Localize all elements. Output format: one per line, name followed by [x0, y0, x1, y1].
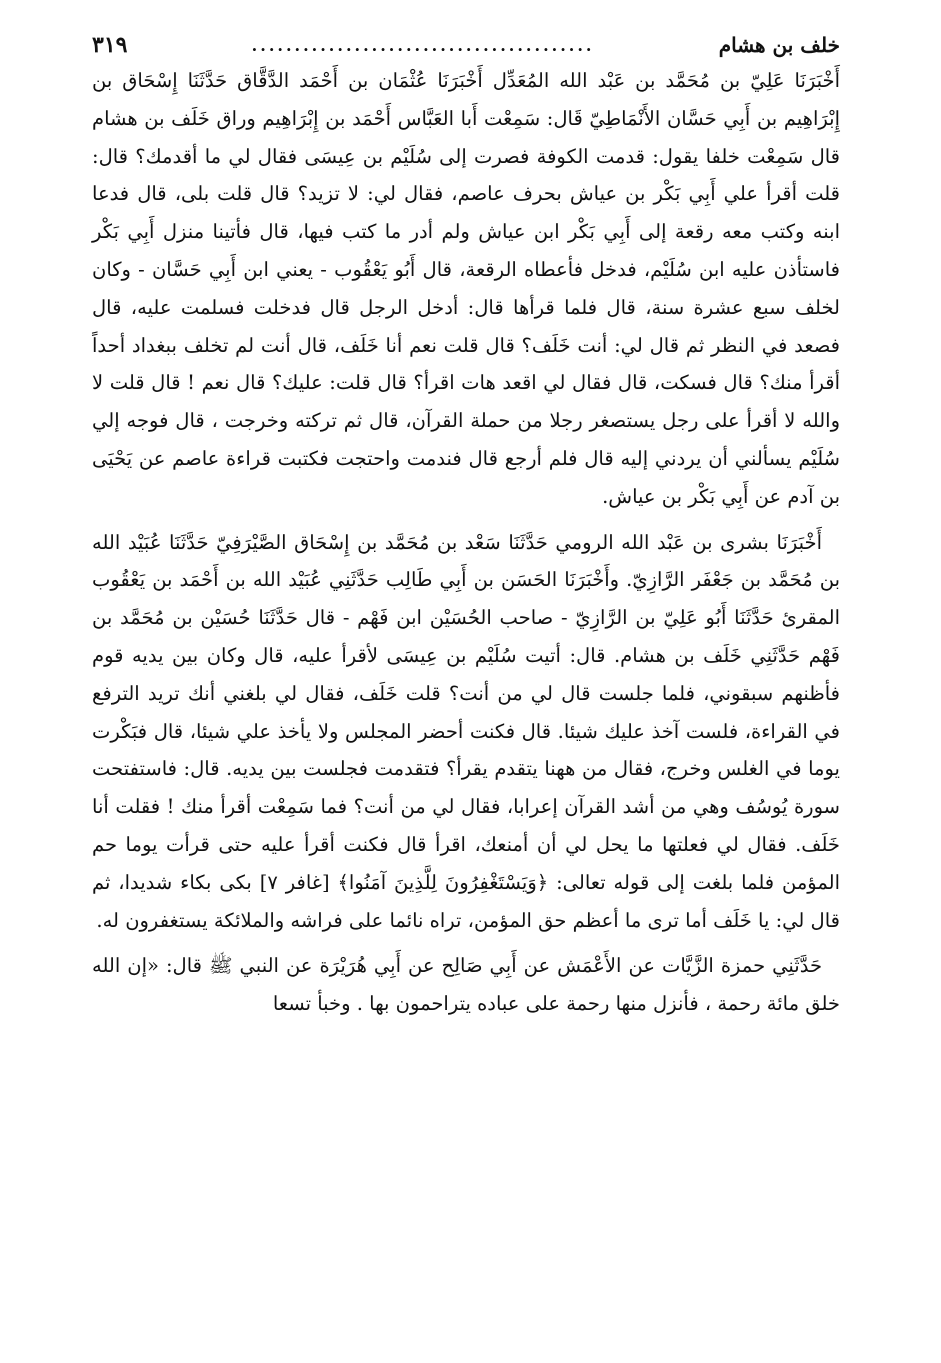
header-leader-dots: ........................................ [251, 35, 595, 55]
running-title: خلف بن هشام [718, 33, 840, 57]
page-number: ٣١٩ [92, 32, 128, 58]
book-page [92, 28, 840, 1023]
paragraph-khalaf-abu-bakr: أَخْبَرَنَا عَلِيّ بن مُحَمَّد بن عَبْد الله المُعَدِّل أَخْبَرَنَا عُثْمَان بن أَحْمَد الدَّقَّاق حَدَّثَنَا إِسْحَاق بن إِبْرَاهِيم بن أَبِي حَسَّان الأَنْمَاطِيّ قَال: سَمِعْت أَبا العَبَّاس أَحْمَد بن إِبْرَاهِيم وراق خَلَف بن هشام قال سَمِعْت خلفا يقول: قدمت الكوفة فصرت إلى سُلَيْم بن عِيسَى فقال لي ما أقدمك؟ قال: قلت أقرأ علي أَبِي بَكْر بن عياش بحرف عاصم، فقال لي: لا تزيد؟ قال قلت بلى، قال فدعا ابنه وكتب معه رقعة إلى أَبِي بَكْر ابن عياش ولم أدر ما كتب فيها، قال فأتينا منزل أَبِي بَكْر فاستأذن عليه ابن سُلَيْم، فدخل فأعطاه الرقعة، قال أَبُو يَعْقُوب - يعني ابن أَبِي حَسَّان - وكان لخلف سبع عشرة سنة، قال فلما قرأها قال: أدخل الرجل قال فدخلت فسلمت عليه، قال فصعد في النظر ثم قال لي: أنت خَلَف؟ قال قلت نعم أنا خَلَف، قال أنت لم تخلف ببغداد أحداً أقرأ منك؟ قال فسكت، قال فقال لي اقعد هات اقرأ؟ قال قلت: عليك؟ قال نعم ! قال قلت لا والله لا أقرأ على رجل يستصغر رجلا من حملة القرآن، قال ثم تركته وخرجت ، قال فوجه إلي سُلَيْم يسألني أن يردني إليه قال فلم أرجع قال فندمت واحتجت فكتبت قراءة عاصم عن يَحْيَى بن آدم عن أَبِي بَكْر بن عياش. [92, 69, 840, 508]
page-header [92, 28, 840, 62]
paragraph-hadith-rahma: حَدَّثَنِي حمزة الزَّيَّات عن الأَعْمَش عن أَبِي صَالِح عن أَبِي هُرَيْرَة عن النبي ﷺ قال: «إن الله خلق مائة رحمة ، فأنزل منها رحمة على عباده يتراحمون بها . وخبأ تسعا [92, 954, 840, 1016]
paragraph-khalaf-sulaym: أَخْبَرَنَا بشرى بن عَبْد الله الرومي حَدَّثَنَا سَعْد بن مُحَمَّد بن إِسْحَاق الصَّيْرَفِيّ حَدَّثَنَا عُبَيْد الله بن مُحَمَّد بن جَعْفَر الرَّازِيّ. وأَخْبَرَنَا الحَسَن بن أَبِي طَالِب حَدَّثَنِي عُبَيْد الله بن أَحْمَد بن يَعْقُوب المقرئ حَدَّثَنَا أَبُو عَلِيّ بن الرَّازِيّ - صاحب الحُسَيْن ابن فَهْم - قال حَدَّثَنَا حُسَيْن بن مُحَمَّد بن فَهْم حَدَّثَنِي خَلَف بن هشام. قال: أتيت سُلَيْم بن عِيسَى لأقرأ عليه، قال وكان بين يديه قوم فأظنهم سبقوني، فلما جلست قال لي من أنت؟ قلت خَلَف، فقال لي بلغني أنك تريد الترفع في القراءة، فلست آخذ عليك شيئا. قال فكنت أحضر المجلس ولا يأخذ علي شيئا، قال فبَكْرت يوما في الغلس وخرج، فقال من ههنا يتقدم يقرأ؟ فتقدمت فجلست بين يديه. قال: فاستفتحت سورة يُوسُف وهي من أشد القرآن إعرابا، فقال لي من أنت؟ فما سَمِعْت أقرأ منك ! فقلت أنا خَلَف. فقال لي فعلتها ما يحل لي أن أمنعك، اقرأ قال فكنت أقرأ عليه حتى قرأت يوما حم المؤمن فلما بلغت إلى قوله تعالى: ﴿وَيَسْتَغْفِرُونَ لِلَّذِينَ آمَنُوا﴾ [غافر ٧] بكى بكاء شديدا، ثم قال لي: يا خَلَف أما ترى ما أعظم حق المؤمن، تراه نائما على فراشه والملائكة يستغفرون له. [92, 530, 840, 932]
